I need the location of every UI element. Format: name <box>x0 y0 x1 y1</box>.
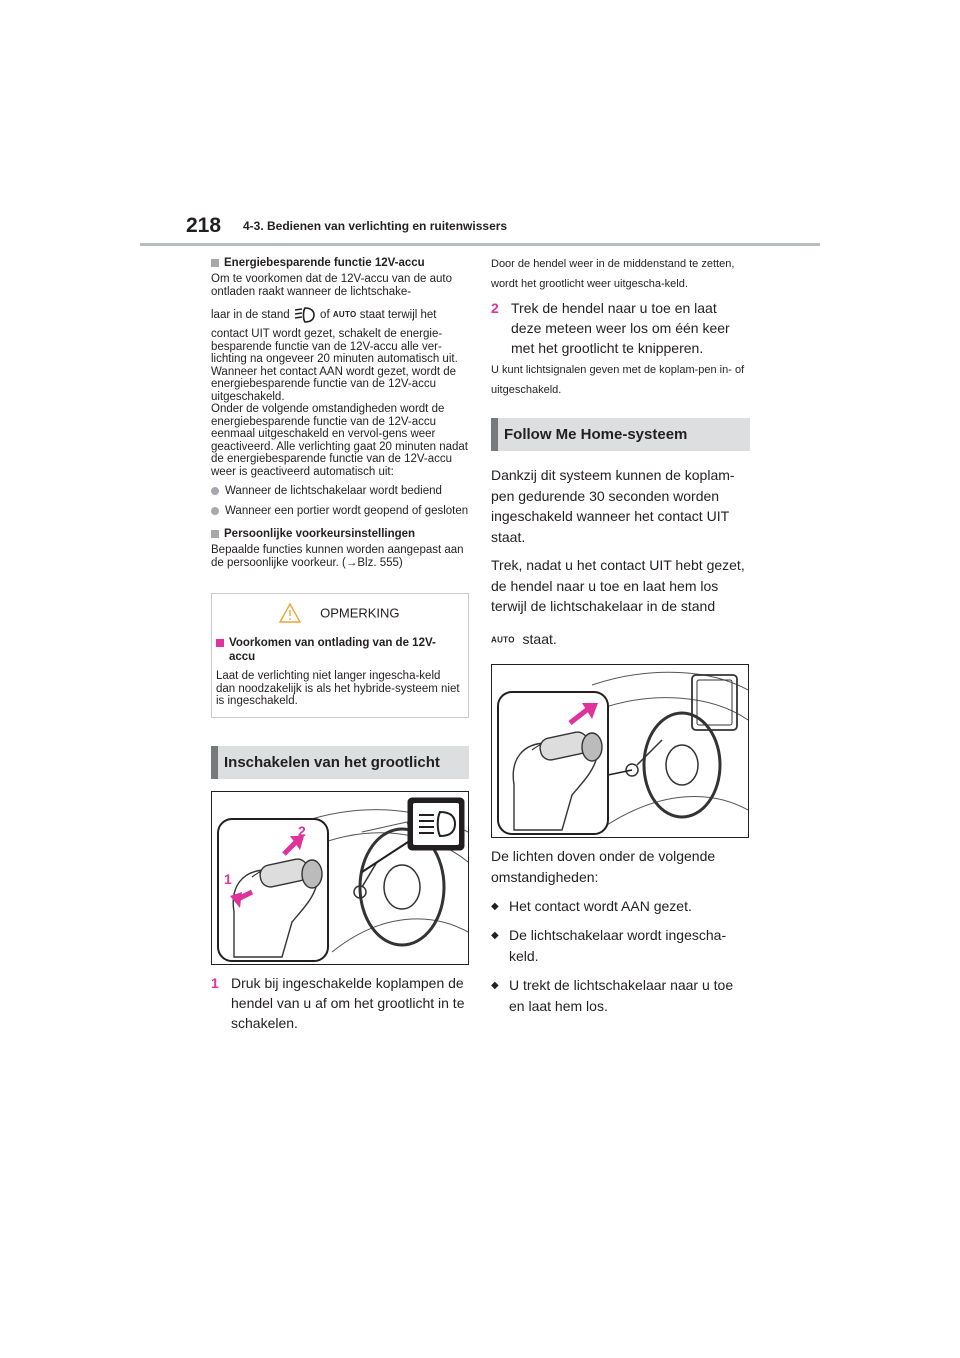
diamond-bullet-icon: ◆ <box>491 929 499 941</box>
energy-saving-heading: Energiebesparende functie 12V-accu <box>211 256 469 270</box>
note-title: OPMERKING <box>216 602 462 624</box>
figure-label-2: 2 <box>298 822 306 839</box>
follow-me-section-heading: Follow Me Home-systeem <box>491 418 750 451</box>
auto-icon: AUTO <box>491 634 515 644</box>
follow-me-text-3: AUTO staat. <box>491 630 557 647</box>
step-1: 1 Druk bij ingeschakelde koplampen de hendel van u af om het grootlicht in te schakelen. <box>211 974 465 1031</box>
personal-settings-heading: Persoonlijke voorkeursinstellingen <box>211 527 469 541</box>
headlight-icon <box>293 305 317 325</box>
follow-me-text-2: Trek, nadat u het contact UIT hebt gezet, de hendel naar u toe en laat hem los terwijl de lichtschakelaar in de stand <box>491 557 745 614</box>
warning-triangle-icon <box>278 602 302 624</box>
personal-settings-text: Bepaalde functies kunnen worden aangepast aan de persoonlijke voorkeur. (→Blz. 555) <box>211 544 464 569</box>
list-item: ◆ De lichtschakelaar wordt ingescha-keld. <box>491 925 750 967</box>
auto-icon: AUTO <box>332 310 357 319</box>
energy-saving-text-3: contact UIT wordt gezet, schakelt de energie-besparende functie van de 12V-accu alle ver-lichting na ongeveer 20 minuten automatisch uit. Wanneer het contact AAN wordt gezet, wordt de energiebesparende functie van de 12V-accu uitgeschakeld. <box>211 328 458 403</box>
step-2-note: U kunt lichtsignalen geven met de koplam-pen in- of uitgeschakeld. <box>491 364 745 396</box>
list-item: Wanneer de lichtschakelaar wordt bediend <box>211 485 469 498</box>
list-item: Wanneer een portier wordt geopend of gesloten <box>211 505 469 518</box>
diamond-bullet-icon: ◆ <box>491 979 499 991</box>
follow-me-figure <box>491 664 749 838</box>
energy-saving-text-2: laar in de stand of AUTO staat terwijl het <box>211 304 469 326</box>
lever-center-text: Door de hendel weer in de middenstand te zetten, wordt het grootlicht weer uitgescha-keld. <box>491 258 735 290</box>
note-box <box>211 593 469 718</box>
square-bullet-icon <box>216 639 224 647</box>
energy-saving-text-1: Om te voorkomen dat de 12V-accu van de auto ontladen raakt wanneer de lichtschake- <box>211 273 453 298</box>
lever-illustration <box>212 792 468 964</box>
square-bullet-icon <box>211 259 219 267</box>
dot-bullet-icon <box>211 487 219 495</box>
high-beam-section-heading: Inschakelen van het grootlicht <box>211 746 469 779</box>
square-bullet-icon <box>211 530 219 538</box>
list-item: ◆ U trekt de lichtschakelaar naar u toe en laat hem los. <box>491 975 750 1017</box>
high-beam-figure <box>211 791 469 965</box>
figure-label-1: 1 <box>224 870 232 887</box>
section-title: 4-3. Bedienen van verlichting en ruitenwissers <box>243 219 508 233</box>
dot-bullet-icon <box>211 507 219 515</box>
list-item: ◆ Het contact wordt AAN gezet. <box>491 896 750 917</box>
energy-saving-text-4: Onder de volgende omstandigheden wordt de energiebesparende functie van de 12V-accu eenmaal uitgeschakeld en vervol-gens weer geactiveerd. Alle verlichting gaat 20 minuten nadat de energiebesparende functie van de 12V-accu weer is geactiveerd automatisch uit: <box>211 403 468 478</box>
diamond-bullet-icon: ◆ <box>491 900 499 912</box>
note-text: Laat de verlichting niet langer ingescha-keld dan noodzakelijk is als het hybride-systeem niet is ingeschakeld. <box>216 670 460 708</box>
follow-me-text-4: De lichten doven onder de volgende omstandigheden: <box>491 847 716 885</box>
lever-pull-illustration <box>492 665 748 837</box>
note-subtitle: Voorkomen van ontlading van de 12V-accu <box>216 636 462 664</box>
left-column <box>211 256 469 1033</box>
follow-me-text-1: Dankzij dit systeem kunnen de koplam-pen gedurende 30 seconden worden ingeschakeld wanneer het contact UIT staat. <box>491 467 735 545</box>
header-divider <box>140 243 820 246</box>
page-number: 218 <box>186 214 222 237</box>
step-2: 2 Trek de hendel naar u toe en laat deze meteen weer los om één keer met het grootlicht te knipperen. <box>491 300 730 356</box>
right-column <box>491 254 750 1017</box>
